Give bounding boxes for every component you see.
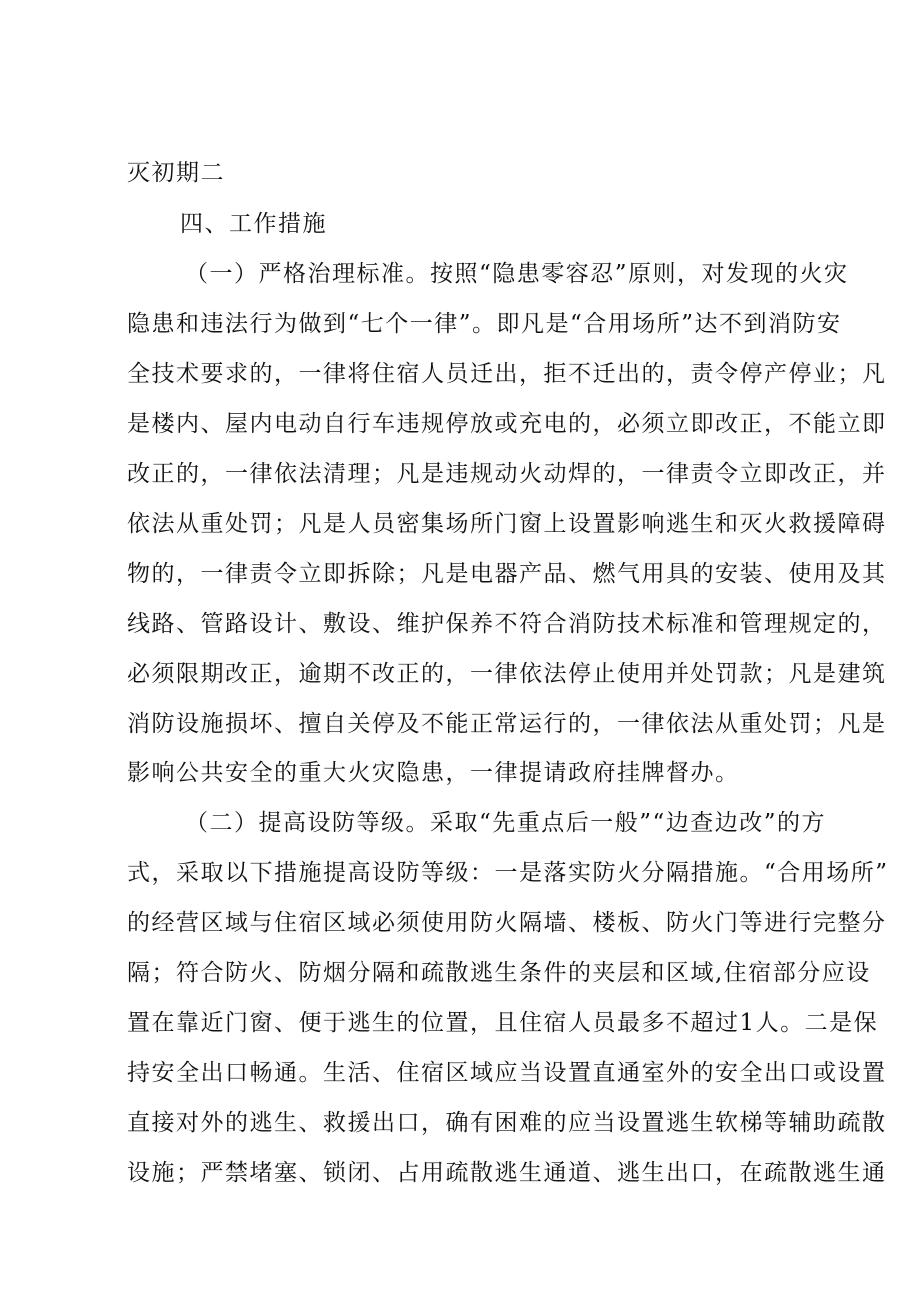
paragraph-line: 置在靠近门窗、便于逃生的位置，且住宿人员最多不超过1人。二是保 (127, 1010, 879, 1036)
paragraph-line: 全技术要求的，一律将住宿人员迁出，拒不迁出的，责令停产停业；凡 (127, 361, 887, 387)
section-heading: 四、工作措施 (180, 211, 327, 237)
paragraph-line: 必须限期改正，逾期不改正的，一律依法停止使用并处罚款；凡是建筑 (127, 661, 887, 687)
paragraph-line: 影响公共安全的重大火灾隐患，一律提请政府挂牌督办。 (127, 760, 740, 786)
paragraph-line: 隐患和违法行为做到“七个一律”。即凡是“合用场所”达不到消防安 (127, 311, 842, 337)
paragraph-line: 持安全出口畅通。生活、住宿区域应当设置直通室外的安全出口或设置 (127, 1060, 887, 1086)
paragraph-line: 的经营区域与住宿区域必须使用防火隔墙、楼板、防火门等进行完整分 (127, 910, 887, 936)
paragraph-line: 式，采取以下措施提高设防等级：一是落实防火分隔措施。“合用场所” (127, 860, 889, 886)
paragraph-line: 是楼内、屋内电动自行车违规停放或充电的，必须立即改正，不能立即 (127, 411, 887, 437)
paragraph-line: 消防设施损坏、擅自关停及不能正常运行的，一律依法从重处罚；凡是 (127, 711, 887, 737)
paragraph-line: 设施；严禁堵塞、锁闭、占用疏散逃生通道、逃生出口，在疏散逃生通 (127, 1160, 887, 1186)
paragraph-line: 改正的，一律依法清理；凡是违规动火动焊的，一律责令立即改正，并 (127, 461, 887, 487)
paragraph-line: 直接对外的逃生、救援出口，确有困难的应当设置逃生软梯等辅助疏散 (127, 1110, 887, 1136)
paragraph-line: 依法从重处罚；凡是人员密集场所门窗上设置影响逃生和灭火救援障碍 (127, 511, 887, 537)
text-line: 灭初期二 (127, 160, 225, 186)
paragraph-line: 隔；符合防火、防烟分隔和疏散逃生条件的夹层和区域,住宿部分应设 (127, 960, 871, 986)
paragraph-line: （一）严格治理标准。按照“隐患零容忍”原则，对发现的火灾 (185, 261, 849, 287)
paragraph-line: 物的，一律责令立即拆除；凡是电器产品、燃气用具的安装、使用及其 (127, 561, 887, 587)
paragraph-line: 线路、管路设计、敷设、维护保养不符合消防技术标准和管理规定的， (127, 611, 887, 637)
paragraph-line: （二）提高设防等级。采取“先重点后一般”“边查边改”的方 (185, 810, 827, 836)
